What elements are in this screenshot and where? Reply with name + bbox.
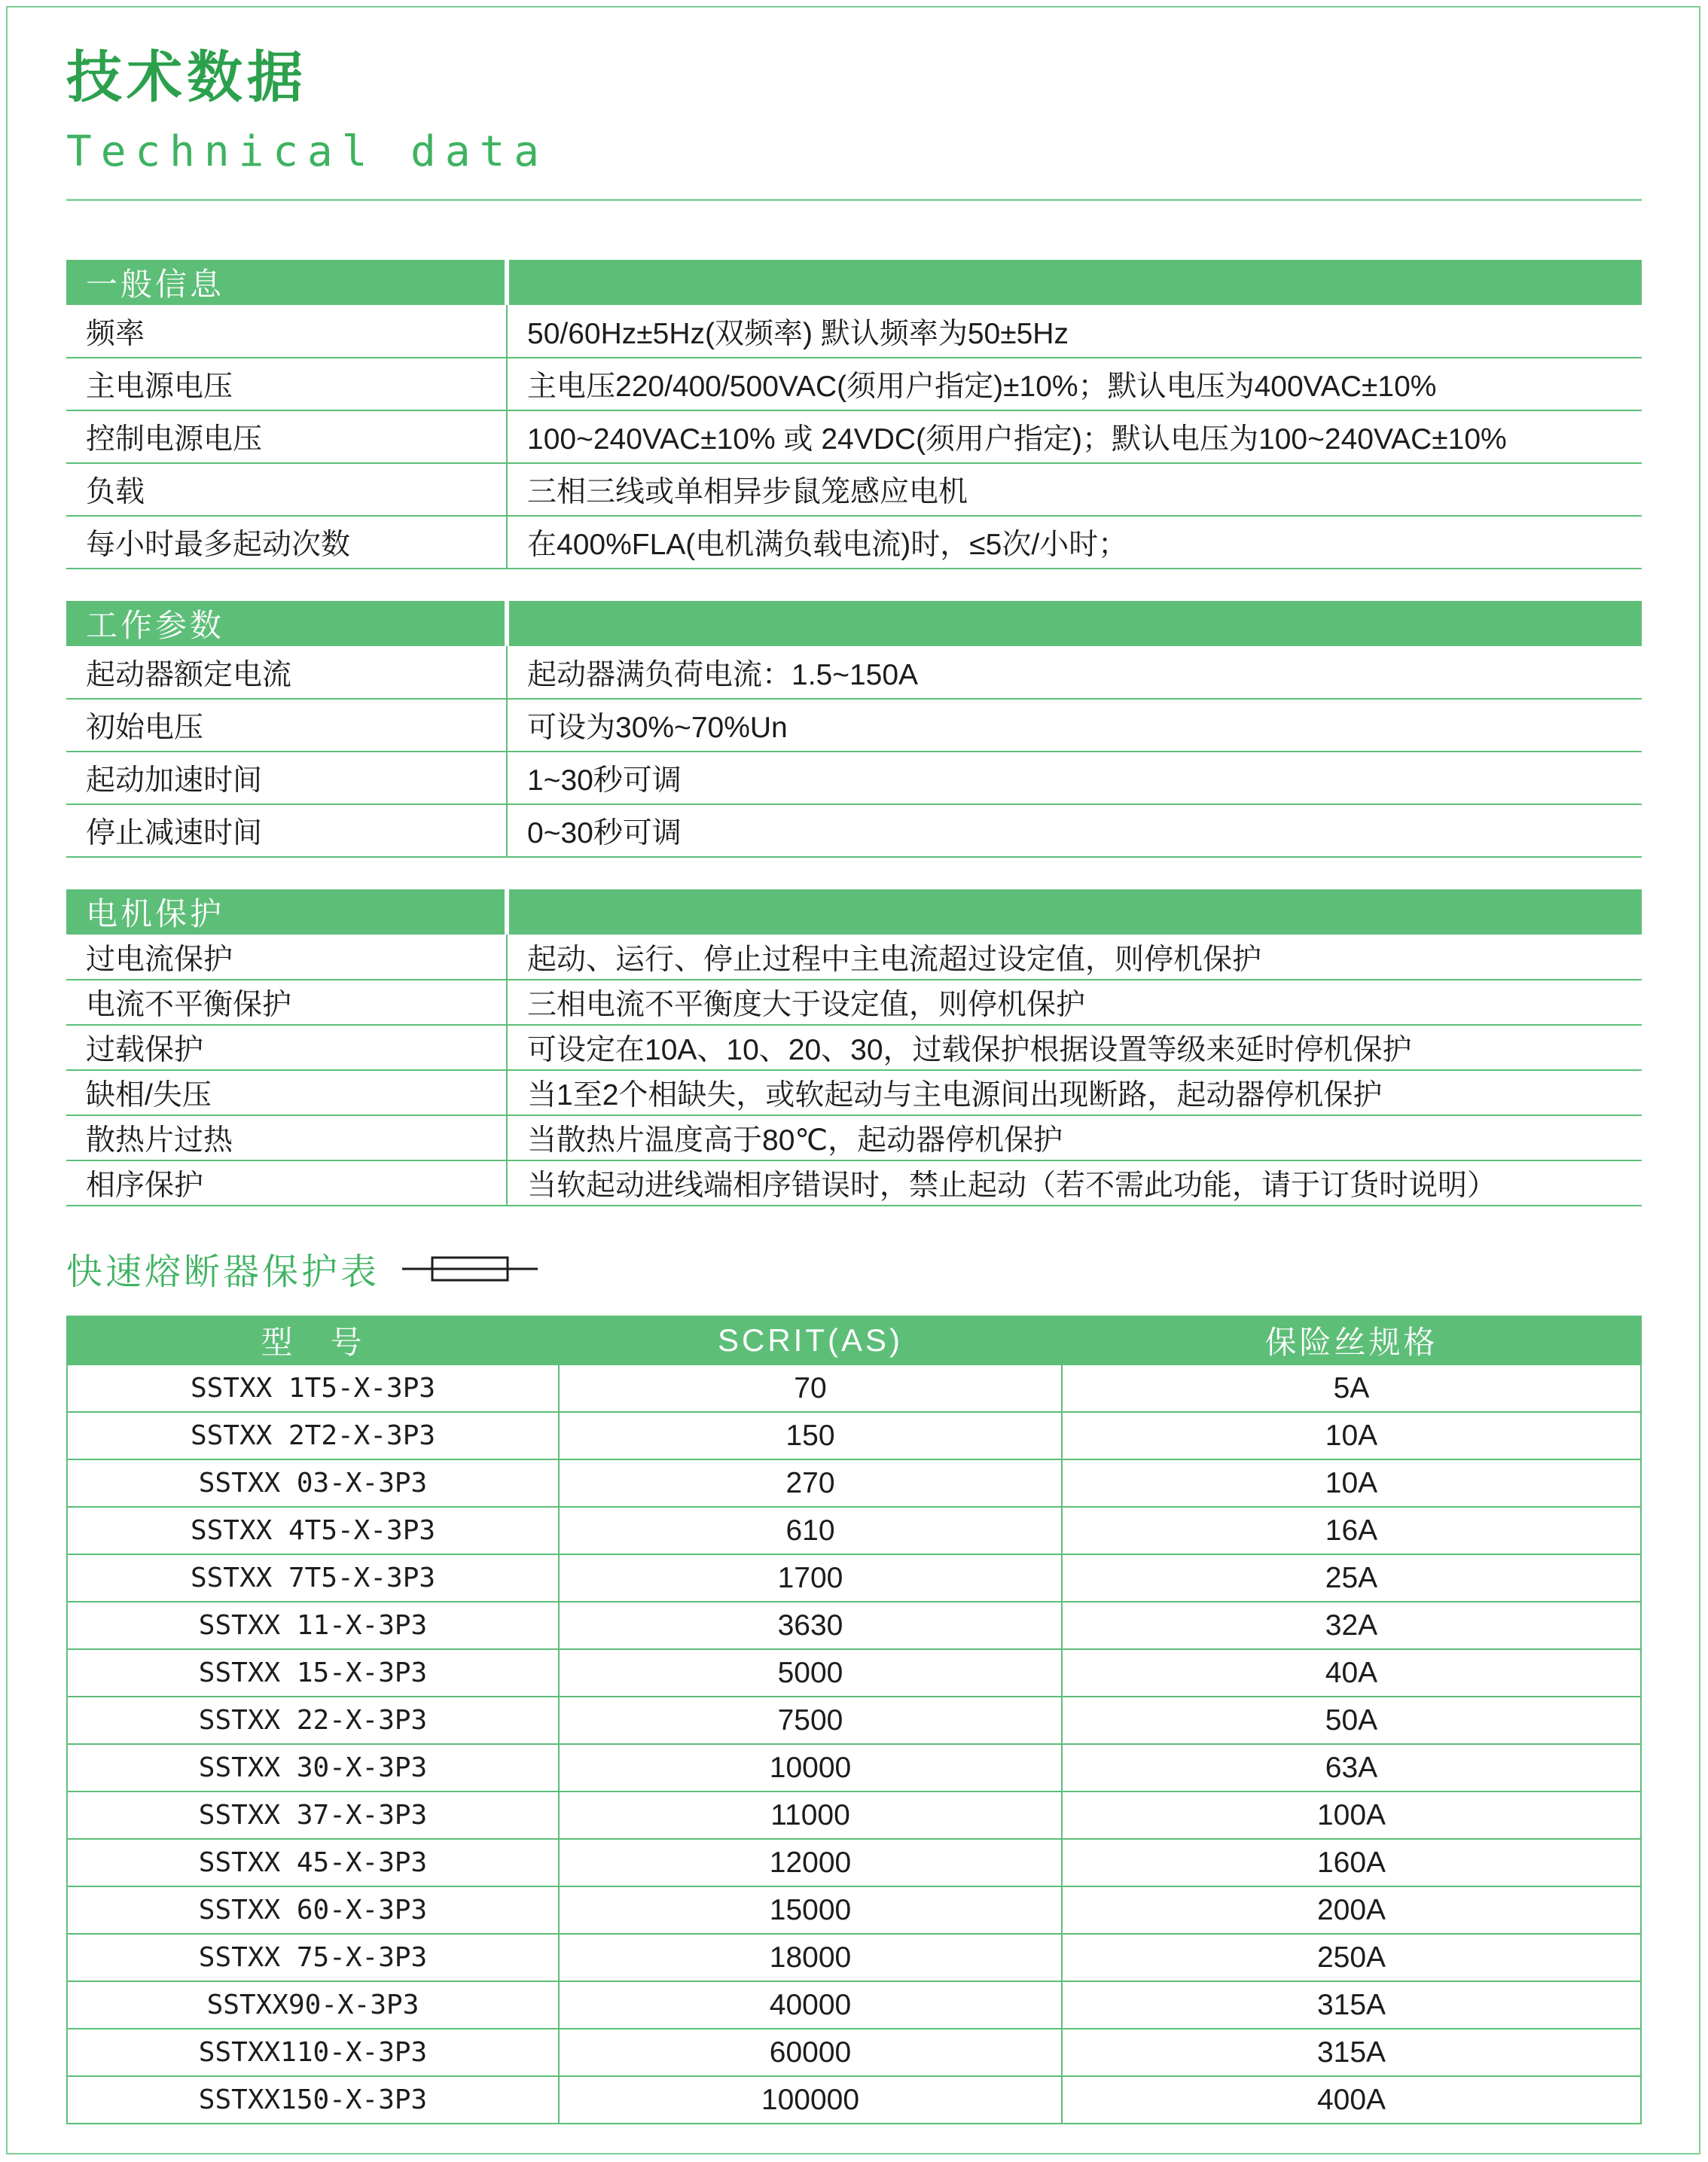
table-cell: 10A xyxy=(1062,1459,1641,1507)
table-row xyxy=(67,1365,1641,1412)
section-header-fill xyxy=(507,601,1642,646)
table-cell: 25A xyxy=(1062,1554,1641,1602)
table-cell: 停止减速时间 xyxy=(66,804,507,857)
table-cell: 0~30秒可调 xyxy=(507,804,1642,857)
table-cell: 1~30秒可调 xyxy=(507,752,1642,804)
table-cell: SSTXX 2T2-X-3P3 xyxy=(67,1412,559,1459)
table-row xyxy=(66,1025,1642,1070)
table-row xyxy=(67,2029,1641,2076)
table-row xyxy=(67,1602,1641,1649)
table-row xyxy=(67,1981,1641,2029)
table-cell: 频率 xyxy=(66,305,507,358)
table-cell: 主电源电压 xyxy=(66,358,507,410)
motor-protection-table xyxy=(66,889,1642,1206)
table-header-row xyxy=(66,601,1642,646)
table-cell: 60000 xyxy=(559,2029,1062,2076)
table-cell: 400A xyxy=(1062,2076,1641,2124)
table-cell: 起动、运行、停止过程中主电流超过设定值，则停机保护 xyxy=(507,935,1642,980)
table-cell: SSTXX 75-X-3P3 xyxy=(67,1934,559,1981)
table-cell: 7500 xyxy=(559,1697,1062,1744)
table-cell: 315A xyxy=(1062,1981,1641,2029)
table-cell: 起动加速时间 xyxy=(66,752,507,804)
table-body xyxy=(66,305,1642,569)
working-parameters-table xyxy=(66,601,1642,858)
table-cell: 当软起动进线端相序错误时，禁止起动（若不需此功能，请于订货时说明） xyxy=(507,1160,1642,1206)
table-cell: 40000 xyxy=(559,1981,1062,2029)
table-row xyxy=(66,752,1642,804)
table-row xyxy=(67,1934,1641,1981)
table-cell: 1700 xyxy=(559,1554,1062,1602)
table-header-row xyxy=(67,1316,1641,1365)
table-row xyxy=(66,410,1642,463)
section-header-fill xyxy=(507,889,1642,935)
table-cell: 63A xyxy=(1062,1744,1641,1792)
table-cell: 100~240VAC±10% 或 24VDC(须用户指定)；默认电压为100~240VAC±10% xyxy=(507,410,1642,463)
table-cell: 在400%FLA(电机满负载电流)时，≤5次/小时； xyxy=(507,516,1642,569)
table-cell: SSTXX 1T5-X-3P3 xyxy=(67,1365,559,1412)
table-cell: 40A xyxy=(1062,1649,1641,1697)
table-row xyxy=(66,463,1642,516)
section-header: 工作参数 xyxy=(66,601,507,646)
table-cell: 可设为30%~70%Un xyxy=(507,699,1642,752)
table-cell: 315A xyxy=(1062,2029,1641,2076)
column-header-scrit: SCRIT(AS) xyxy=(559,1316,1062,1365)
table-row xyxy=(67,1649,1641,1697)
table-cell: 100A xyxy=(1062,1792,1641,1839)
table-row xyxy=(66,646,1642,699)
table-cell: 16A xyxy=(1062,1507,1641,1554)
table-cell: 200A xyxy=(1062,1886,1641,1934)
table-cell: 三相三线或单相异步鼠笼感应电机 xyxy=(507,463,1642,516)
table-row xyxy=(67,1507,1641,1554)
table-cell: 100000 xyxy=(559,2076,1062,2124)
table-row xyxy=(66,516,1642,569)
table-cell: 50/60Hz±5Hz(双频率) 默认频率为50±5Hz xyxy=(507,305,1642,358)
table-row xyxy=(66,1160,1642,1206)
table-cell: 3630 xyxy=(559,1602,1062,1649)
table-row xyxy=(66,1070,1642,1115)
table-cell: 12000 xyxy=(559,1839,1062,1886)
fuse-icon xyxy=(402,1252,538,1285)
table-body xyxy=(67,1365,1641,2124)
column-header-fuse-spec: 保险丝规格 xyxy=(1062,1316,1641,1365)
table-cell: 当1至2个相缺失，或软起动与主电源间出现断路，起动器停机保护 xyxy=(507,1070,1642,1115)
table-cell: 过电流保护 xyxy=(66,935,507,980)
table-cell: SSTXX 15-X-3P3 xyxy=(67,1649,559,1697)
table-cell: 5A xyxy=(1062,1365,1641,1412)
table-row xyxy=(66,358,1642,410)
table-header-row xyxy=(66,260,1642,305)
page-subtitle: Technical data xyxy=(66,127,549,177)
table-cell: 32A xyxy=(1062,1602,1641,1649)
table-cell: SSTXX90-X-3P3 xyxy=(67,1981,559,2029)
table-cell: 负载 xyxy=(66,463,507,516)
table-row xyxy=(66,305,1642,358)
table-cell: 11000 xyxy=(559,1792,1062,1839)
title-divider xyxy=(66,199,1642,201)
table-cell: SSTXX 45-X-3P3 xyxy=(67,1839,559,1886)
table-cell: 起动器额定电流 xyxy=(66,646,507,699)
table-cell: 70 xyxy=(559,1365,1062,1412)
table-cell: 50A xyxy=(1062,1697,1641,1744)
table-cell: SSTXX150-X-3P3 xyxy=(67,2076,559,2124)
fuse-section-header xyxy=(66,1243,1642,1294)
table-row xyxy=(67,1792,1641,1839)
table-cell: 初始电压 xyxy=(66,699,507,752)
table-cell: SSTXX 22-X-3P3 xyxy=(67,1697,559,1744)
table-cell: 相序保护 xyxy=(66,1160,507,1206)
table-row xyxy=(67,1554,1641,1602)
table-row xyxy=(66,804,1642,857)
table-cell: 过载保护 xyxy=(66,1025,507,1070)
table-cell: SSTXX 60-X-3P3 xyxy=(67,1886,559,1934)
table-cell: 160A xyxy=(1062,1839,1641,1886)
table-cell: 当散热片温度高于80℃，起动器停机保护 xyxy=(507,1115,1642,1160)
section-header-fill xyxy=(507,260,1642,305)
column-header-model: 型 号 xyxy=(67,1316,559,1365)
table-cell: 散热片过热 xyxy=(66,1115,507,1160)
table-cell: 18000 xyxy=(559,1934,1062,1981)
table-cell: SSTXX 11-X-3P3 xyxy=(67,1602,559,1649)
section-header: 一般信息 xyxy=(66,260,507,305)
table-row xyxy=(67,1839,1641,1886)
table-cell: 10A xyxy=(1062,1412,1641,1459)
table-cell: 电流不平衡保护 xyxy=(66,980,507,1025)
table-cell: 15000 xyxy=(559,1886,1062,1934)
table-row xyxy=(66,699,1642,752)
table-header-row xyxy=(66,889,1642,935)
table-cell: 主电压220/400/500VAC(须用户指定)±10%；默认电压为400VAC±10% xyxy=(507,358,1642,410)
fuse-table-title: 快速熔断器保护表 xyxy=(66,1252,380,1293)
table-row xyxy=(67,2076,1641,2124)
table-cell: SSTXX 4T5-X-3P3 xyxy=(67,1507,559,1554)
table-row xyxy=(67,1459,1641,1507)
table-cell: 三相电流不平衡度大于设定值，则停机保护 xyxy=(507,980,1642,1025)
table-row xyxy=(67,1697,1641,1744)
table-cell: 610 xyxy=(559,1507,1062,1554)
table-row xyxy=(67,1744,1641,1792)
table-body xyxy=(66,646,1642,857)
table-cell: SSTXX 03-X-3P3 xyxy=(67,1459,559,1507)
table-cell: 150 xyxy=(559,1412,1062,1459)
table-cell: 缺相/失压 xyxy=(66,1070,507,1115)
page-title: 技术数据 xyxy=(66,46,307,108)
table-row xyxy=(67,1886,1641,1934)
table-cell: SSTXX 37-X-3P3 xyxy=(67,1792,559,1839)
fuse-protection-table xyxy=(66,1316,1642,2124)
table-row xyxy=(66,1115,1642,1160)
table-cell: 250A xyxy=(1062,1934,1641,1981)
table-cell: 控制电源电压 xyxy=(66,410,507,463)
table-body xyxy=(66,935,1642,1206)
table-cell: 每小时最多起动次数 xyxy=(66,516,507,569)
table-cell: SSTXX 7T5-X-3P3 xyxy=(67,1554,559,1602)
table-cell: 270 xyxy=(559,1459,1062,1507)
table-cell: 10000 xyxy=(559,1744,1062,1792)
table-cell: 5000 xyxy=(559,1649,1062,1697)
table-cell: SSTXX110-X-3P3 xyxy=(67,2029,559,2076)
table-row xyxy=(66,980,1642,1025)
section-header: 电机保护 xyxy=(66,889,507,935)
table-cell: 可设定在10A、10、20、30，过载保护根据设置等级来延时停机保护 xyxy=(507,1025,1642,1070)
general-info-table xyxy=(66,260,1642,569)
table-cell: SSTXX 30-X-3P3 xyxy=(67,1744,559,1792)
table-cell: 起动器满负荷电流：1.5~150A xyxy=(507,646,1642,699)
table-row xyxy=(66,935,1642,980)
table-row xyxy=(67,1412,1641,1459)
